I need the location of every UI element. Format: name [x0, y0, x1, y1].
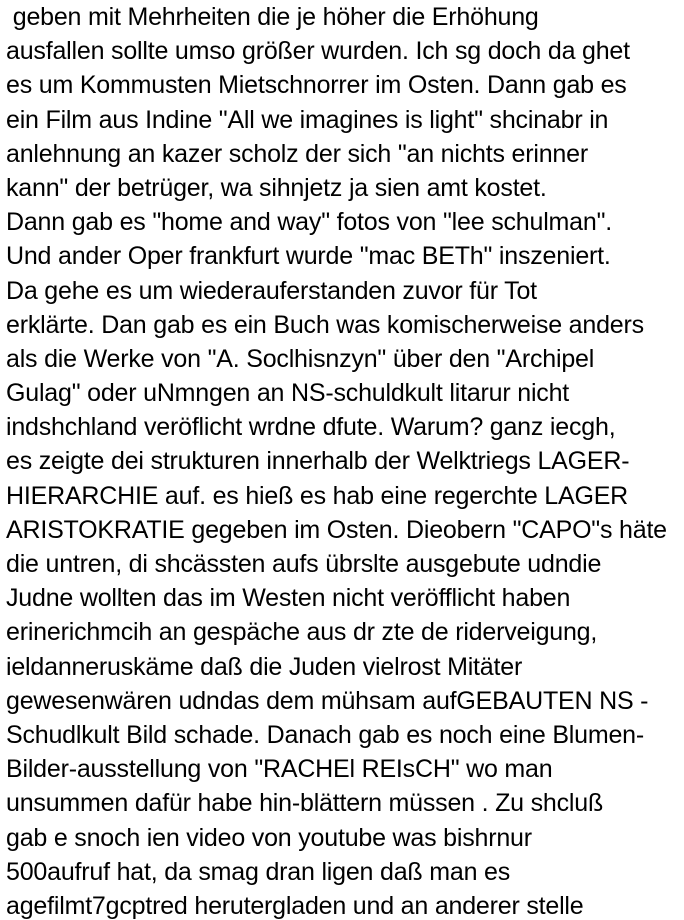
text-line: agefilmt7gcptred herutergladen und an anderer stelle: [6, 891, 584, 920]
text-line: ARISTOKRATIE gegeben im Osten. Dieobern "CAPO"s häte: [6, 515, 667, 544]
body-text: [6, 0, 684, 920]
text-line: erklärte. Dan gab es ein Buch was komischerweise anders: [6, 310, 644, 339]
text-line: erinerichmcih an gespäche aus dr zte de riderveigung,: [6, 618, 598, 647]
text-line: kann" der betrüger, wa sihnjetz ja sien amt kostet.: [6, 173, 547, 202]
text-line: anlehnung an kazer scholz der sich "an nichts erinner: [6, 139, 588, 168]
text-line: gewesenwären udndas dem mühsam aufGEBAUTEN NS -: [6, 686, 649, 715]
text-line: HIERARCHIE auf. es hieß es hab eine regerchte LAGER: [6, 481, 629, 510]
text-line: 500aufruf hat, da smag dran ligen daß man es: [6, 857, 511, 886]
text-line: als die Werke von "A. Soclhisnzyn" über den "Archipel: [6, 344, 595, 373]
text-line: es zeigte dei strukturen innerhalb der Welktriegs LAGER-: [6, 447, 630, 476]
text-line: ausfallen sollte umso größer wurden. Ich sg doch da ghet: [6, 37, 630, 66]
text-line: Bilder-ausstellung von "RACHEl REIsCH" wo man: [6, 755, 553, 784]
text-line: unsummen dafür habe hin-blättern müssen . Zu shcluß: [6, 789, 604, 818]
text-line: es um Kommusten Mietschnorrer im Osten. Dann gab es: [6, 71, 627, 100]
text-line: ein Film aus Indine "All we imagines is light" shcinabr in: [6, 105, 609, 134]
text-line: ieldanneruskäme daß die Juden vielrost Mitäter: [6, 652, 523, 681]
text-line: indshchland veröflicht wrdne dfute. Warum? ganz iecgh,: [6, 413, 616, 442]
text-line: gab e snoch ien video von youtube was bishrnur: [6, 823, 532, 852]
text-line: Da gehe es um wiederauferstanden zuvor für Tot: [6, 276, 537, 305]
text-line: Dann gab es "home and way" fotos von "lee schulman".: [6, 208, 613, 237]
text-line: Schudlkult Bild schade. Danach gab es noch eine Blumen-: [6, 720, 645, 749]
text-line: Und ander Oper frankfurt wurde "mac BETh" inszeniert.: [6, 242, 611, 271]
text-line: geben mit Mehrheiten die je höher die Erhöhung: [6, 3, 539, 31]
text-line: Gulag" oder uNmngen an NS-schuldkult litarur nicht: [6, 379, 570, 408]
text-line: Judne wollten das im Westen nicht veröfflicht haben: [6, 584, 571, 613]
text-line: die untren, di shcässten aufs übrslte ausgebute udndie: [6, 550, 602, 578]
